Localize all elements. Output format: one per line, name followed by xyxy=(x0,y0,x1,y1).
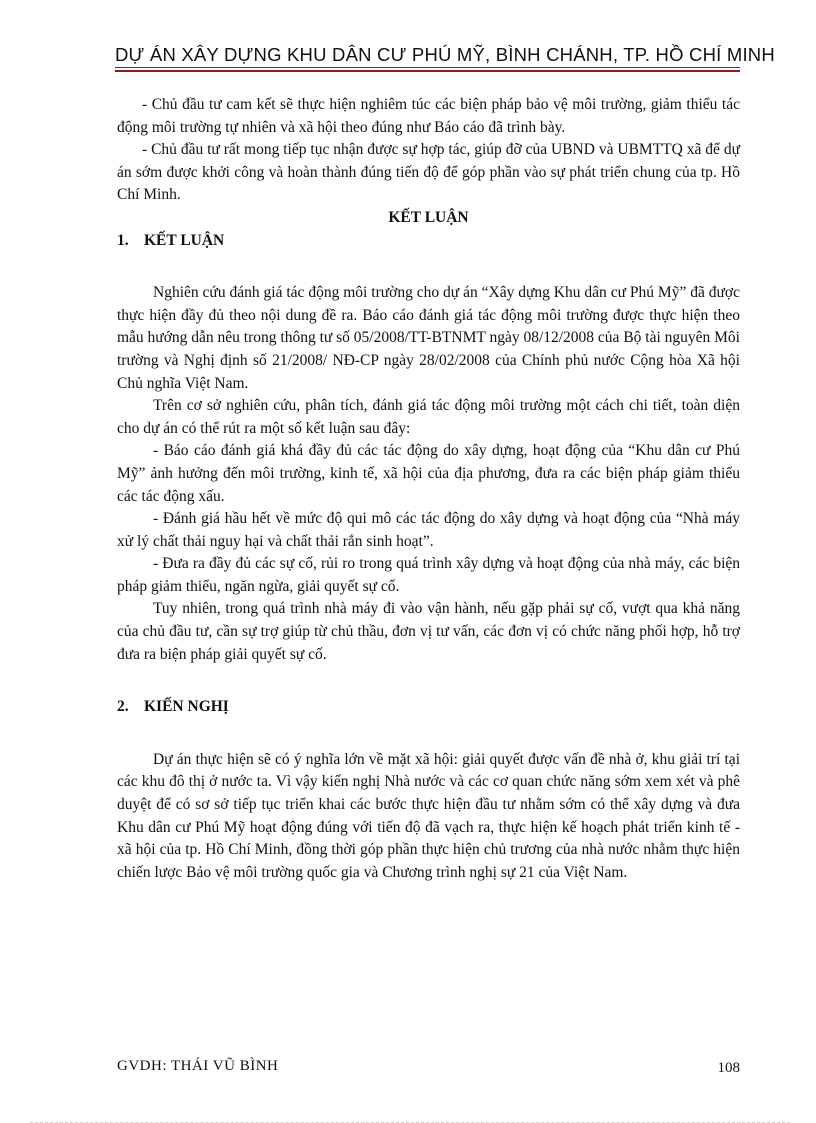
intro-paragraph-1: - Chủ đầu tư cam kết sẽ thực hiện nghiêm túc các biện pháp bảo vệ môi trường, giảm thiểu tác động môi trường tự nhiên và xã hội theo đúng như Báo cáo đã trình bày. xyxy=(117,96,740,136)
section-1-heading xyxy=(117,230,740,253)
document-header-title: DỰ ÁN XÂY DỰNG KHU DÂN CƯ PHÚ MỸ, BÌNH CHÁNH, TP. HỒ CHÍ MINH xyxy=(115,44,775,65)
section-2-heading xyxy=(117,696,740,719)
section-1-paragraph: - Báo cáo đánh giá khá đầy đủ các tác động do xây dựng, hoạt động của “Khu dân cư Phú Mỹ” ảnh hưởng đến môi trường, kinh tế, xã hội của địa phương, đưa ra các biện pháp giảm thiểu các tác động xấu. xyxy=(117,442,740,505)
page-body xyxy=(117,94,740,884)
footer-advisor: GVDH: THÁI VŨ BÌNH xyxy=(117,1058,279,1074)
section-1-paragraph: - Đưa ra đầy đủ các sự cố, rủi ro trong quá trình xây dựng và hoạt động của nhà máy, các biện pháp giảm thiểu, ngăn ngừa, giải quyết sự cố. xyxy=(117,555,740,595)
main-heading: KẾT LUẬN xyxy=(388,208,469,226)
section-1-paragraph: Trên cơ sở nghiên cứu, phân tích, đánh giá tác động môi trường một cách chi tiết, toàn diện cho dự án có thể rút ra một số kết luận sau đây: xyxy=(117,397,740,437)
section-1-paragraph: Tuy nhiên, trong quá trình nhà máy đi vào vận hành, nếu gặp phải sự cố, vượt qua khả năng của chủ đầu tư, cần sự trợ giúp từ chủ thầu, đơn vị tư vấn, các đơn vị có chức năng phối hợp, hỗ trợ đưa ra biện pháp giải quyết sự cố. xyxy=(117,600,740,663)
intro-paragraph-2: - Chủ đầu tư rất mong tiếp tục nhận được sự hợp tác, giúp đỡ của UBND và UBMTTQ xã để dự án sớm được khởi công và hoàn thành đúng tiến độ để góp phần vào sự phát triển chung của tp. Hồ Chí Minh. xyxy=(117,141,740,204)
section-2-paragraph: Dự án thực hiện sẽ có ý nghĩa lớn về mặt xã hội: giải quyết được vấn đề nhà ở, khu giải trí tại các khu đô thị ở nước ta. Vì vậy kiến nghị Nhà nước và các cơ quan chức năng sớm xem xét và phê duyệt để có sơ sở tiếp tục triển khai các bước thực hiện đầu tư nhằm sớm có thể xây dựng và đưa Khu dân cư Phú Mỹ hoạt động đúng với tiến độ đã vạch ra, thực hiện kế hoạch phát triển kinh tế - xã hội của tp. Hồ Chí Minh, đồng thời góp phần thực hiện chủ trương của nhà nước nhằm thực hiện chiến lược Bảo vệ môi trường quốc gia và Chương trình nghị sự 21 của Việt Nam. xyxy=(117,750,740,881)
section-1-paragraph: - Đánh giá hầu hết về mức độ qui mô các tác động do xây dựng và hoạt động của “Nhà máy xử lý chất thải nguy hại và chất thải rắn sinh hoạt”. xyxy=(117,510,740,550)
header-rule-thin xyxy=(115,67,740,68)
section-2-number: 2. xyxy=(117,698,129,716)
page-number: 108 xyxy=(717,1060,740,1076)
section-1-paragraph: Nghiên cứu đánh giá tác động môi trường cho dự án “Xây dựng Khu dân cư Phú Mỹ” đã được thực hiện đầy đủ theo nội dung đề ra. Báo cáo đánh giá tác động môi trường được thực hiện theo mẫu hướng dẫn nêu trong thông tư số 05/2008/TT-BTNMT ngày 08/12/2008 của Bộ tài nguyên Môi trường và Nghị định số 21/2008/ NĐ-CP ngày 28/02/2008 của Chính phủ nước Cộng hòa Xã hội Chủ nghĩa Việt Nam. xyxy=(117,284,740,392)
section-1-number: 1. xyxy=(117,231,129,249)
section-2-title: KIẾN NGHỊ xyxy=(144,698,229,716)
header-rule-thick xyxy=(115,70,740,72)
section-1-title: KẾT LUẬN xyxy=(144,231,225,249)
